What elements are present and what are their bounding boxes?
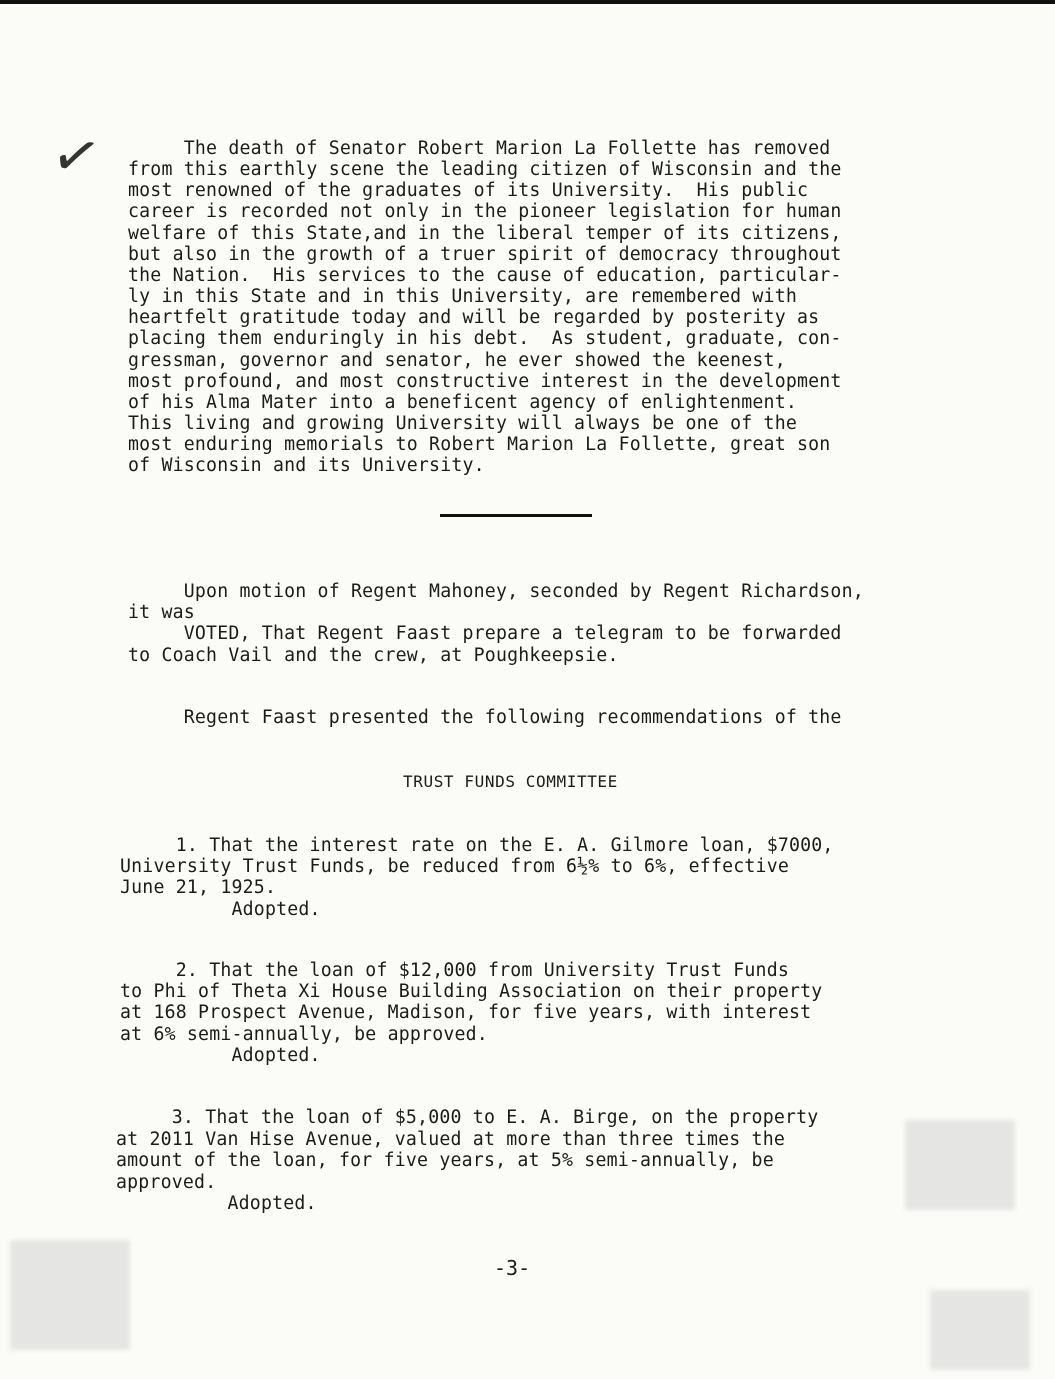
item2-line: at 168 Prospect Avenue, Madison, for five years, with interest: [120, 1002, 812, 1024]
item1-line: Adopted.: [120, 898, 321, 920]
scan-smudge: [10, 1240, 130, 1350]
paragraph1-line: The death of Senator Robert Marion La Follette has removed: [128, 138, 831, 159]
paragraph1-line: the Nation. His services to the cause of education, particular-: [128, 264, 842, 286]
paragraph3-line: Regent Faast presented the following recommendations of the: [128, 707, 842, 728]
section-divider: [440, 514, 592, 517]
paragraph1-line: heartfelt gratitude today and will be regarded by posterity as: [128, 307, 820, 329]
paragraph1-line: most enduring memorials to Robert Marion La Follette, great son: [128, 434, 831, 456]
item2-line: 2. That the loan of $12,000 from University Trust Funds: [120, 960, 789, 981]
item2-line: to Phi of Theta Xi House Building Association on their property: [120, 981, 823, 1003]
paragraph2-line: to Coach Vail and the crew, at Poughkeepsie.: [128, 644, 619, 666]
item1-line: 1. That the interest rate on the E. A. Gilmore loan, $7000,: [120, 835, 834, 856]
item2-line: Adopted.: [120, 1044, 321, 1066]
paragraph1-line: welfare of this State,and in the liberal temper of its citizens,: [128, 222, 842, 244]
paragraph1-line: career is recorded not only in the pioneer legislation for human: [128, 201, 842, 223]
paragraph1-line: This living and growing University will always be one of the: [128, 412, 797, 434]
paragraph1-line: most profound, and most constructive interest in the development: [128, 370, 842, 392]
top-border: [0, 0, 1055, 4]
page-number: -3-: [494, 1256, 531, 1280]
paragraph2-line: it was: [128, 602, 195, 624]
item3-line: at 2011 Van Hise Avenue, valued at more than three times the: [116, 1128, 785, 1150]
item3-line: Adopted.: [116, 1193, 317, 1214]
item3-line: amount of the loan, for five years, at 5% semi-annually, be: [116, 1150, 774, 1171]
committee-heading: TRUST FUNDS COMMITTEE: [403, 772, 618, 791]
paragraph1-line: ly in this State and in this University, are remembered with: [128, 286, 797, 308]
item1-line: University Trust Funds, be reduced from 6½% to 6%, effective: [120, 856, 789, 878]
paragraph1-line: but also in the growth of a truer spirit of democracy throughout: [128, 243, 842, 265]
paragraph1-line: of his Alma Mater into a beneficent agency of enlightenment.: [128, 391, 797, 413]
handwritten-check-mark: ✓: [45, 117, 108, 195]
paragraph2-line: VOTED, That Regent Faast prepare a telegram to be forwarded: [128, 623, 842, 645]
scan-smudge: [930, 1290, 1030, 1370]
item2-line: at 6% semi-annually, be approved.: [120, 1023, 488, 1045]
paragraph1-line: gressman, governor and senator, he ever showed the keenest,: [128, 349, 786, 371]
paragraph1-line: most renowned of the graduates of its University. His public: [128, 180, 809, 202]
scan-smudge: [905, 1120, 1015, 1210]
paragraph1-line: from this earthly scene the leading citizen of Wisconsin and the: [128, 159, 842, 181]
item3-line: 3. That the loan of $5,000 to E. A. Birge, on the property: [116, 1107, 819, 1128]
item1-line: June 21, 1925.: [120, 877, 277, 899]
item3-line: approved.: [116, 1171, 217, 1193]
paragraph1-line: of Wisconsin and its University.: [128, 455, 485, 477]
paragraph2-line: Upon motion of Regent Mahoney, seconded by Regent Richardson,: [128, 581, 864, 602]
paragraph1-line: placing them enduringly in his debt. As student, graduate, con-: [128, 328, 842, 350]
